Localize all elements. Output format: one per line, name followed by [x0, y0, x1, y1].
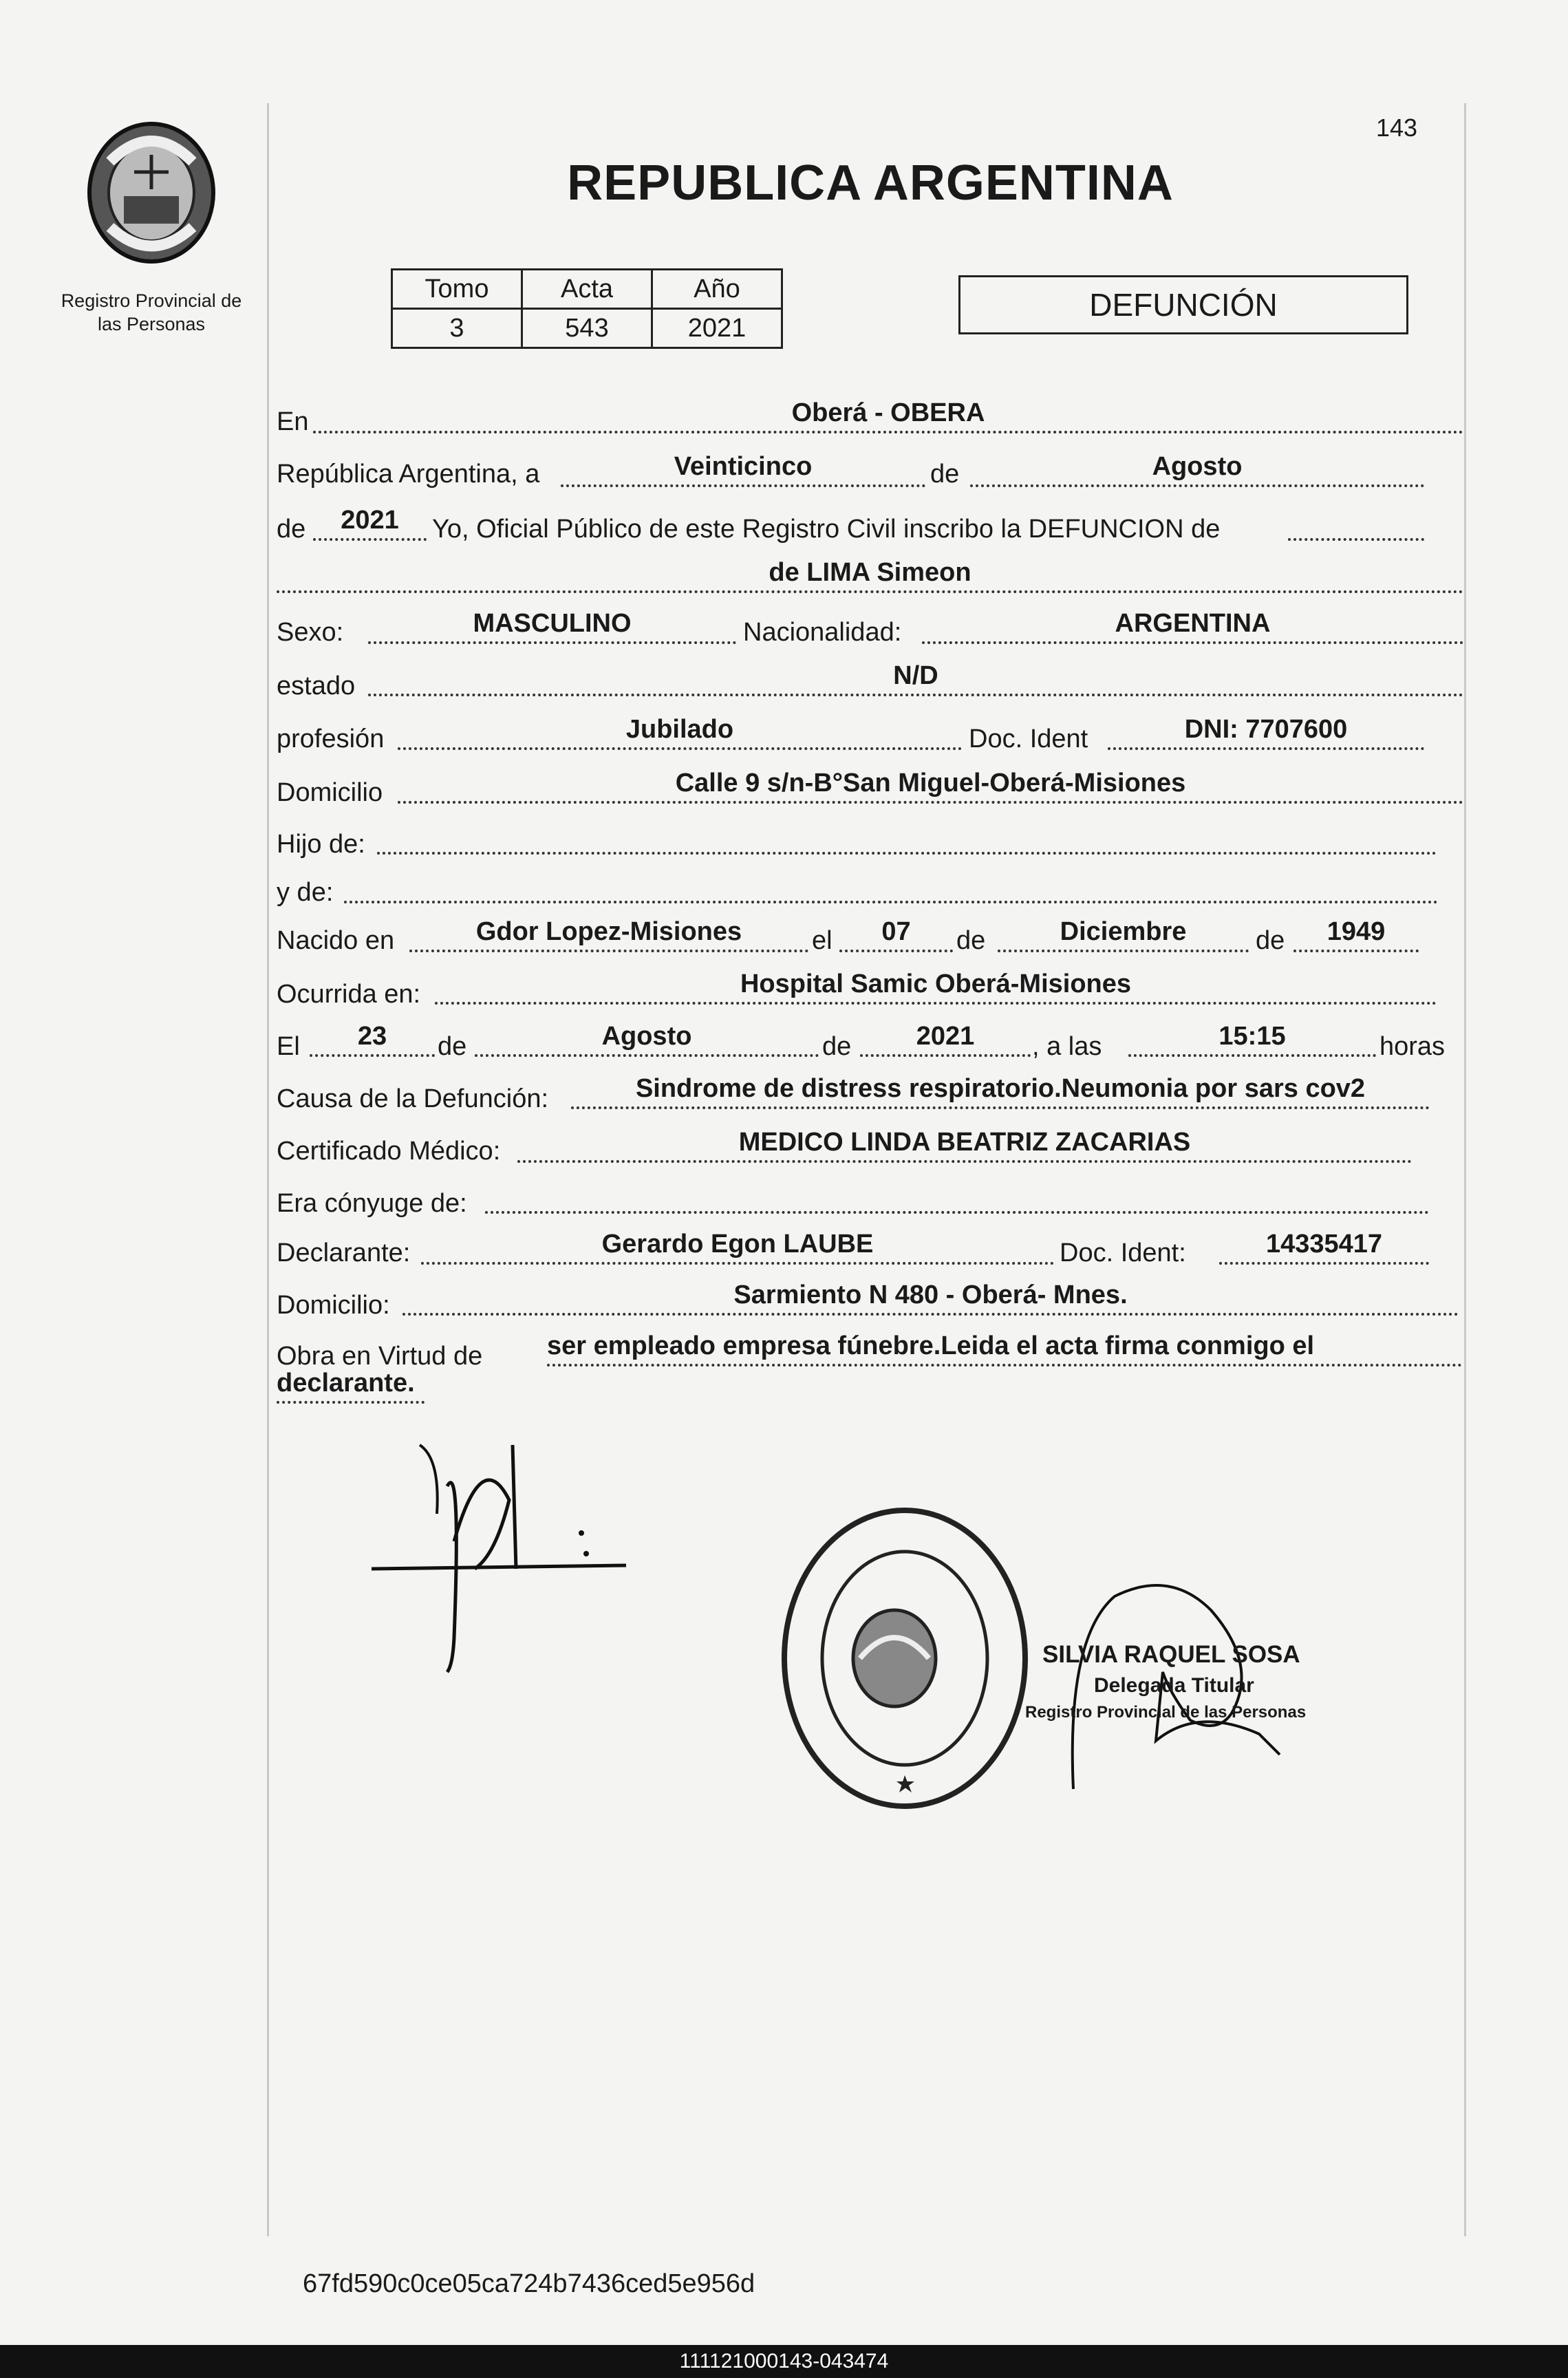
record-table-value-row [392, 309, 782, 348]
label-profesion: profesión [277, 725, 385, 753]
label-causa: Causa de la Defunción: [277, 1084, 549, 1113]
label-obra: Obra en Virtud de [277, 1342, 483, 1371]
record-table [391, 268, 783, 349]
tomo-header: Tomo [392, 270, 522, 309]
field-obra-line1: ser empleado empresa fúnebre.Leida el acta firma conmigo el [547, 1332, 1462, 1367]
label-domicilio: Domicilio [277, 778, 383, 807]
label-nacionalidad: Nacionalidad: [743, 618, 902, 647]
label-sexo: Sexo: [277, 618, 344, 647]
label-doc-ident-2: Doc. Ident: [1060, 1239, 1186, 1267]
anio-value: 2021 [652, 309, 782, 348]
field-profesion: Jubilado [398, 716, 962, 750]
field-blank-1 [1288, 506, 1424, 541]
field-declarante-doc: 14335417 [1219, 1230, 1429, 1265]
label-a-las: , a las [1032, 1032, 1102, 1061]
field-sexo: MASCULINO [368, 610, 736, 644]
field-estado: N/D [368, 662, 1463, 696]
field-def-anio: 2021 [860, 1022, 1031, 1057]
document-hash: 67fd590c0ce05ca724b7436ced5e956d [303, 2269, 755, 2298]
official-office: Registro Provincial de las Personas [1025, 1703, 1307, 1722]
label-republica: República Argentina, a [277, 460, 540, 489]
document-type: DEFUNCIÓN [958, 275, 1408, 334]
field-declarante: Gerardo Egon LAUBE [421, 1230, 1054, 1265]
label-en: En [277, 407, 309, 436]
declarant-signature [372, 1431, 633, 1679]
field-ocurrida-en: Hospital Samic Oberá-Misiones [435, 970, 1437, 1005]
acta-header: Acta [522, 270, 652, 309]
label-ocurrida-en: Ocurrida en: [277, 980, 421, 1009]
field-anio: 2021 [313, 506, 427, 541]
label-el: el [812, 926, 833, 955]
label-de-6: de [822, 1032, 852, 1061]
left-margin-line [267, 103, 269, 2236]
registry-name [41, 289, 261, 336]
official-role: Delegada Titular [1094, 1674, 1254, 1697]
field-y-de [344, 869, 1438, 903]
registry-name-line1: Registro Provincial de [61, 290, 242, 311]
field-nac-dia: 07 [839, 918, 953, 952]
page-number: 143 [1376, 114, 1418, 142]
acta-value: 543 [522, 309, 652, 348]
field-nacido-en: Gdor Lopez-Misiones [409, 918, 808, 952]
field-causa: Sindrome de distress respiratorio.Neumonia por sars cov2 [571, 1075, 1430, 1109]
field-def-hora: 15:15 [1128, 1022, 1376, 1057]
field-def-mes: Agosto [475, 1022, 819, 1057]
label-inscribo: Yo, Oficial Público de este Registro Civil inscribo la DEFUNCION de [432, 515, 1221, 544]
label-declarante: Declarante: [277, 1239, 411, 1267]
official-name: SILVIA RAQUEL SOSA [1042, 1641, 1300, 1668]
label-y-de: y de: [277, 878, 334, 907]
label-de-4: de [1256, 926, 1285, 955]
field-mes: Agosto [970, 453, 1424, 487]
right-margin-line [1464, 103, 1466, 2236]
label-certificado: Certificado Médico: [277, 1137, 501, 1166]
label-estado: estado [277, 672, 356, 700]
registry-name-line2: las Personas [97, 314, 206, 334]
field-doc-ident: DNI: 7707600 [1108, 716, 1424, 750]
field-conyuge [485, 1179, 1429, 1214]
field-lugar: Oberá - OBERA [313, 399, 1463, 433]
field-dia: Veinticinco [561, 453, 925, 487]
label-el-cap: El [277, 1032, 300, 1061]
field-certificado: MEDICO LINDA BEATRIZ ZACARIAS [517, 1128, 1412, 1163]
label-de-1: de [930, 460, 960, 489]
office-stamp [774, 1500, 1035, 1817]
anio-header: Año [652, 270, 782, 309]
label-hijo-de: Hijo de: [277, 830, 365, 859]
label-domicilio-2: Domicilio: [277, 1291, 390, 1320]
tomo-value: 3 [392, 309, 522, 348]
field-fallecido: de LIMA Simeon [277, 559, 1463, 593]
label-doc-ident: Doc. Ident [969, 725, 1088, 753]
field-def-dia: 23 [310, 1022, 435, 1057]
label-horas: horas [1379, 1032, 1446, 1061]
page-title: REPUBLICA ARGENTINA [567, 156, 1174, 211]
field-declarante-domicilio: Sarmiento N 480 - Oberá- Mnes. [402, 1281, 1459, 1316]
field-nac-anio: 1949 [1293, 918, 1419, 952]
barcode-bar: 111121000143-043474 [0, 2345, 1568, 2378]
label-de-3: de [956, 926, 986, 955]
label-nacido-en: Nacido en [277, 926, 395, 955]
field-nacionalidad: ARGENTINA [922, 610, 1463, 644]
label-conyuge: Era cónyuge de: [277, 1189, 467, 1218]
field-hijo-de [377, 820, 1437, 855]
field-obra-line2: declarante. [277, 1369, 425, 1404]
field-domicilio: Calle 9 s/n-B°San Miguel-Oberá-Misiones [398, 769, 1463, 804]
misiones-emblem-icon [76, 114, 227, 272]
label-de-2: de [277, 515, 306, 544]
label-de-5: de [438, 1032, 467, 1061]
record-table-header-row [392, 270, 782, 309]
field-nac-mes: Diciembre [998, 918, 1249, 952]
